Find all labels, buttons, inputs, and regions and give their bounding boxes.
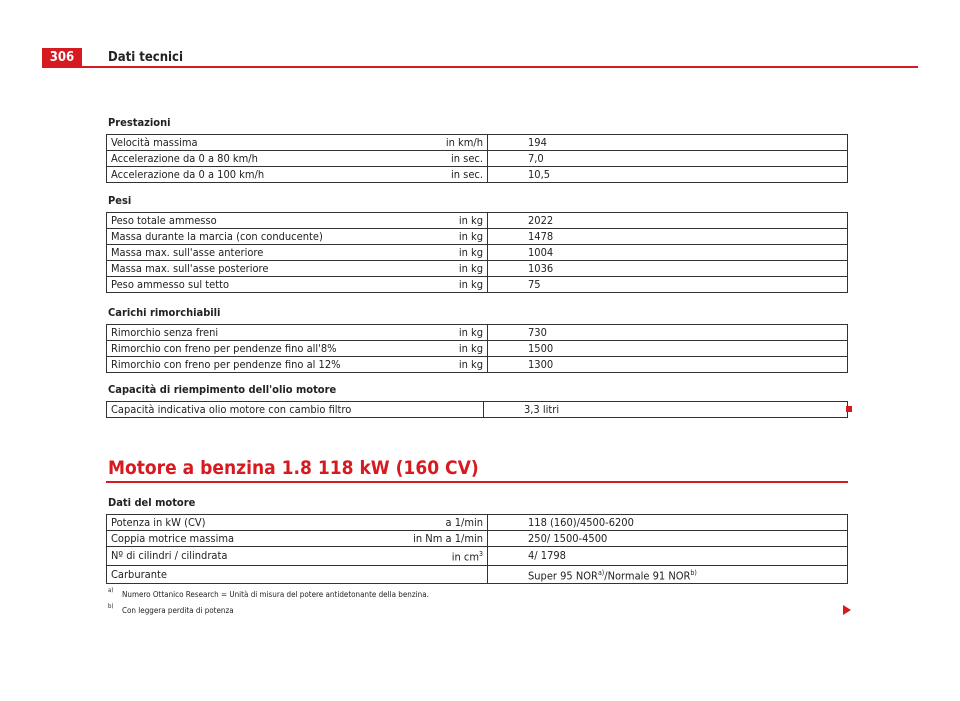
row-value: 1478	[488, 229, 848, 245]
row-label: Massa max. sull'asse anteriore	[107, 245, 400, 261]
table-row	[107, 531, 848, 547]
row-unit: in sec.	[399, 151, 488, 167]
table-row	[107, 565, 848, 584]
page-number: 306	[42, 48, 82, 68]
row-value: 1300	[488, 357, 848, 373]
engine-title-divider	[106, 481, 848, 483]
unit-superscript: 3	[478, 550, 483, 558]
row-label: Carburante	[107, 565, 400, 584]
section-label-prestazioni: Prestazioni	[108, 116, 171, 129]
continue-arrow-icon	[843, 605, 851, 615]
row-unit: in kg	[399, 277, 488, 293]
table-row	[107, 135, 848, 151]
table-prestazioni	[106, 134, 848, 183]
row-label: Potenza in kW (CV)	[107, 515, 400, 531]
row-value: 1004	[488, 245, 848, 261]
row-unit: in kg	[399, 213, 488, 229]
unit-text: in cm	[451, 550, 479, 564]
row-label: Nº di cilindri / cilindrata	[107, 547, 400, 566]
row-unit	[399, 565, 488, 584]
fuel-value-a: Super 95 NOR	[528, 569, 598, 583]
table-olio	[106, 401, 848, 418]
row-value: 4/ 1798	[488, 547, 848, 566]
row-value: 75	[488, 277, 848, 293]
row-label: Accelerazione da 0 a 80 km/h	[107, 151, 400, 167]
header-divider	[42, 66, 918, 68]
table-row	[107, 325, 848, 341]
row-label: Rimorchio senza freni	[107, 325, 400, 341]
row-label: Capacità indicativa olio motore con cambio filtro	[107, 402, 484, 418]
row-value: 118 (160)/4500-6200	[488, 515, 848, 531]
table-carichi	[106, 324, 848, 373]
row-value: 1500	[488, 341, 848, 357]
table-row	[107, 547, 848, 566]
row-value: 1036	[488, 261, 848, 277]
table-engine	[106, 514, 848, 584]
table-row	[107, 229, 848, 245]
table-row	[107, 167, 848, 183]
row-label: Coppia motrice massima	[107, 531, 400, 547]
row-label: Peso totale ammesso	[107, 213, 400, 229]
table-pesi	[106, 212, 848, 293]
table-row	[107, 151, 848, 167]
engine-title: Motore a benzina 1.8 118 kW (160 CV)	[108, 457, 479, 479]
row-unit: a 1/min	[399, 515, 488, 531]
row-label: Rimorchio con freno per pendenze fino all'8%	[107, 341, 400, 357]
table-row	[107, 245, 848, 261]
table-row	[107, 402, 848, 418]
row-value	[488, 565, 848, 584]
section-label-olio: Capacità di riempimento dell'olio motore	[108, 383, 337, 396]
row-unit: in kg	[399, 245, 488, 261]
table-row	[107, 341, 848, 357]
row-label: Peso ammesso sul tetto	[107, 277, 400, 293]
row-unit: in km/h	[399, 135, 488, 151]
row-label: Rimorchio con freno per pendenze fino al 12%	[107, 357, 400, 373]
row-unit: in Nm a 1/min	[399, 531, 488, 547]
row-label: Accelerazione da 0 a 100 km/h	[107, 167, 400, 183]
row-label: Velocità massima	[107, 135, 400, 151]
footnote-ref-b: b)	[690, 568, 697, 577]
row-unit: in kg	[399, 261, 488, 277]
footnote-a	[108, 587, 429, 599]
section-label-carichi: Carichi rimorchiabili	[108, 306, 221, 319]
row-value: 250/ 1500-4500	[488, 531, 848, 547]
table-row	[107, 357, 848, 373]
row-unit: in sec.	[399, 167, 488, 183]
footnote-text: Numero Ottanico Research = Unità di misura del potere antidetonante della benzina.	[122, 590, 429, 599]
table-row	[107, 261, 848, 277]
row-unit: in kg	[399, 357, 488, 373]
row-value: 730	[488, 325, 848, 341]
row-label: Massa max. sull'asse posteriore	[107, 261, 400, 277]
table-row	[107, 213, 848, 229]
table-row	[107, 277, 848, 293]
row-value: 2022	[488, 213, 848, 229]
footnote-text: Con leggera perdita di potenza	[122, 606, 234, 615]
row-value: 3,3 litri	[484, 402, 848, 418]
row-unit	[399, 547, 488, 566]
section-end-marker-icon	[846, 406, 852, 412]
footnote-mark: a)	[108, 587, 114, 594]
row-unit: in kg	[399, 229, 488, 245]
section-label-dati-motore: Dati del motore	[108, 496, 196, 509]
table-row	[107, 515, 848, 531]
footnote-mark: b)	[108, 603, 114, 610]
row-unit: in kg	[399, 325, 488, 341]
section-label-pesi: Pesi	[108, 194, 132, 207]
row-unit: in kg	[399, 341, 488, 357]
fuel-value-b: /Normale 91 NOR	[604, 569, 691, 583]
row-value: 7,0	[488, 151, 848, 167]
page-title: Dati tecnici	[108, 50, 183, 65]
footnote-ref-a: a)	[597, 568, 605, 577]
footnote-b	[108, 603, 234, 615]
row-label: Massa durante la marcia (con conducente)	[107, 229, 400, 245]
row-value: 10,5	[488, 167, 848, 183]
row-value: 194	[488, 135, 848, 151]
